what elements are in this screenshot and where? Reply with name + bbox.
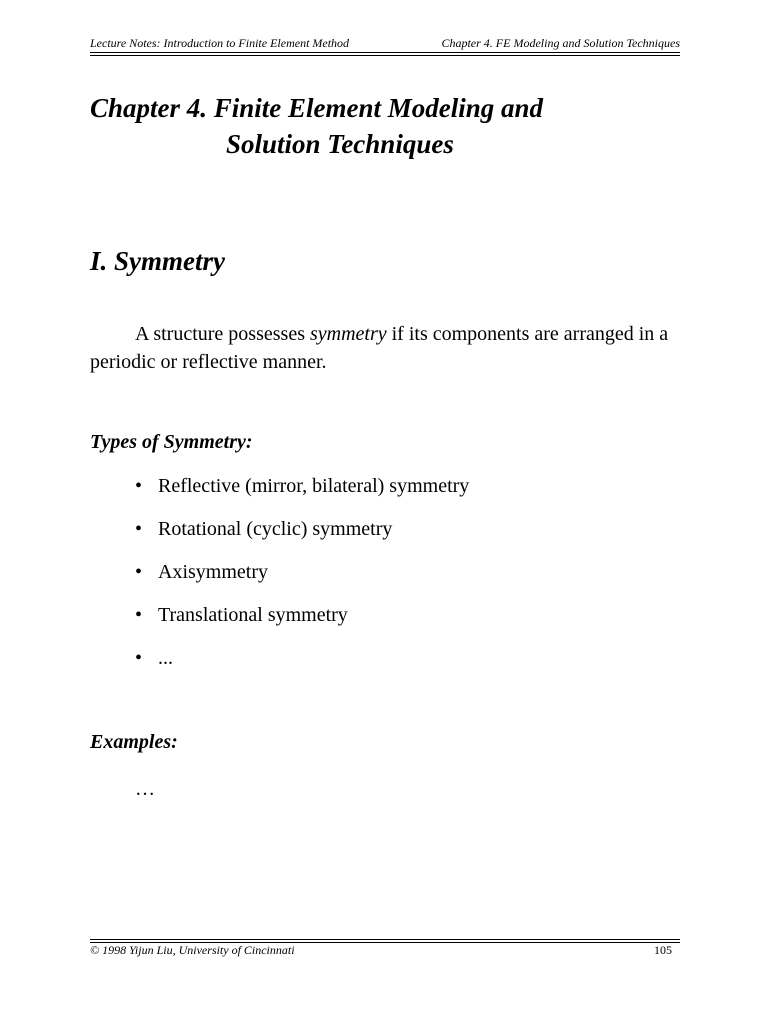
- intro-text-after: if its components are arranged in a periodic or reflective manner.: [90, 323, 669, 373]
- footer-copyright: © 1998 Yijun Liu, University of Cincinnati: [90, 943, 295, 957]
- intro-paragraph: [90, 320, 690, 376]
- list-item-text: Rotational (cyclic) symmetry: [158, 518, 393, 540]
- bullet-icon: •: [135, 561, 143, 583]
- list-item-text: Axisymmetry: [158, 561, 268, 583]
- intro-text-before: A structure possesses: [135, 323, 310, 345]
- types-heading: Types of Symmetry:: [90, 431, 253, 453]
- intro-term: symmetry: [309, 323, 387, 345]
- bullet-icon: •: [135, 604, 143, 626]
- bullet-icon: •: [135, 475, 143, 497]
- chapter-title-line2: Solution Techniques: [226, 129, 454, 159]
- list-item-text: Translational symmetry: [158, 604, 348, 626]
- examples-heading: Examples:: [90, 731, 178, 753]
- header-chapter-title: Chapter 4. FE Modeling and Solution Techniques: [441, 36, 680, 50]
- page-number: 105: [654, 943, 672, 957]
- bullet-icon: •: [135, 518, 143, 540]
- list-item: [135, 473, 469, 516]
- header-rule: [90, 52, 680, 56]
- list-item: [135, 645, 469, 688]
- list-item: [135, 516, 469, 559]
- chapter-title-line1: Chapter 4. Finite Element Modeling and: [90, 93, 544, 123]
- symmetry-types-list: [135, 473, 469, 688]
- section-title: I. Symmetry: [90, 246, 225, 276]
- examples-content: …: [135, 778, 158, 800]
- list-item: [135, 559, 469, 602]
- bullet-icon: •: [135, 647, 143, 669]
- list-item-text: ...: [158, 647, 173, 669]
- list-item-text: Reflective (mirror, bilateral) symmetry: [158, 475, 470, 497]
- chapter-title: [90, 90, 543, 162]
- header-course-title: Lecture Notes: Introduction to Finite Element Method: [90, 36, 350, 50]
- list-item: [135, 602, 469, 645]
